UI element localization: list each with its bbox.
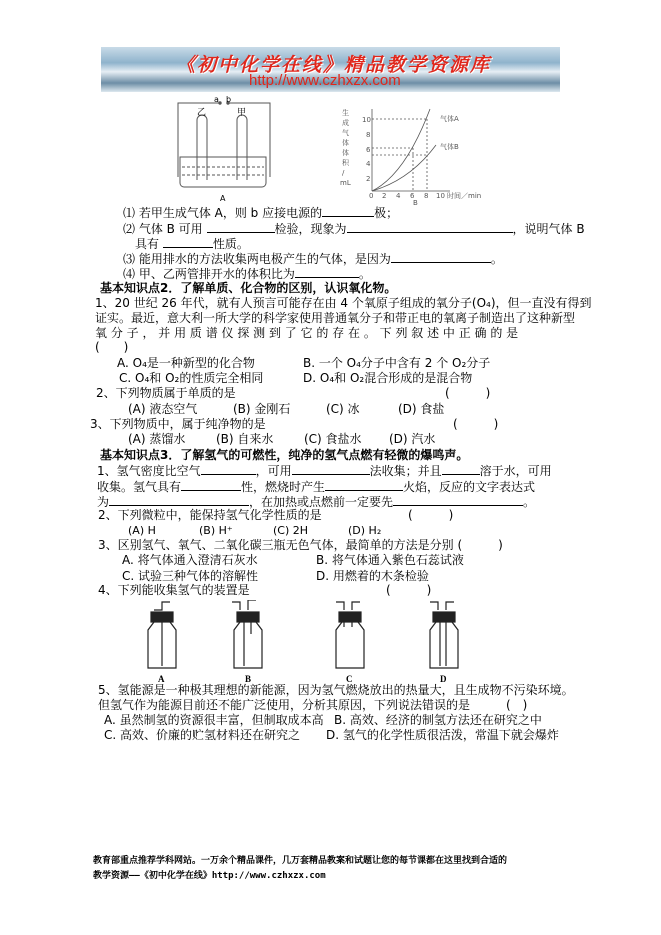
banner-title: 《初中化学在线》精品教学资源库 [176, 54, 492, 76]
svg-text:气: 气 [342, 129, 349, 137]
section2-heading: 基本知识点2．了解单质、化合物的区别，认识氧化物。 [100, 281, 397, 295]
option[interactable]: C. 试验三种气体的溶解性 [122, 569, 259, 583]
banner-url: http://www.czhxzx.com [249, 72, 401, 89]
option[interactable]: (A) 液态空气 [128, 402, 198, 416]
y-tick: 4 [366, 160, 371, 168]
option[interactable]: B. 将气体通入紫色石蕊试液 [316, 553, 464, 567]
option[interactable]: A. O₄是一种新型的化合物 [117, 356, 255, 370]
option[interactable]: C. O₄和 O₂的性质完全相同 [119, 371, 264, 385]
figure-b-graph [340, 95, 490, 205]
x-tick: 4 [396, 192, 401, 200]
tube-jia: 甲 [237, 108, 247, 118]
svg-text:/: / [342, 169, 345, 177]
bottle-d [430, 602, 458, 668]
gas-bottles-figure [140, 600, 460, 672]
q1-part2-cont: 具有 性质。 [135, 237, 249, 251]
section3-heading: 基本知识点3．了解氢气的可燃性，纯净的氢气点燃有轻微的爆鸣声。 [100, 448, 469, 462]
svg-text:体: 体 [342, 139, 349, 147]
y-tick: 6 [366, 146, 371, 154]
option[interactable]: A. 将气体通入澄清石灰水 [122, 553, 258, 567]
bottle-label[interactable]: B [245, 674, 252, 684]
figure-a-caption: A [220, 194, 226, 203]
option[interactable]: (C) 冰 [326, 402, 360, 416]
q1-part3: ⑶ 能用排水的方法收集两电极产生的气体，是因为 。 [123, 252, 503, 266]
series-line-a [372, 109, 430, 191]
y-tick: 2 [366, 175, 371, 183]
s3-q1-line3: 为 ，在加热或点燃前一定要先 。 [97, 495, 536, 509]
s3-q5-line: 但氢气作为能源目前还不能广泛使用，分析其原因，下列说法错误的是 ( ) [98, 698, 528, 712]
s3-q1-line2: 收集。氢气具有 性，燃烧时产生 火焰，反应的文字表达式 [97, 480, 536, 494]
x-tick: 2 [382, 192, 387, 200]
answer-blank[interactable] [207, 221, 275, 233]
series-line-b [372, 145, 436, 191]
option[interactable]: (A) 蒸馏水 [128, 432, 186, 446]
q1-part2: ⑵ 气体 B 可用 检验，现象为 ，说明气体 B [123, 222, 585, 236]
bottle-c [336, 602, 364, 668]
option[interactable]: B. 一个 O₄分子中含有 2 个 O₂分子 [303, 356, 491, 370]
header-banner [101, 47, 560, 92]
answer-paren[interactable]: ( ) [445, 386, 491, 400]
s2-q2: 2、下列物质属于单质的是 [96, 386, 236, 400]
answer-blank[interactable] [347, 221, 513, 233]
option[interactable]: D. O₄和 O₂混合形成的是混合物 [303, 371, 473, 385]
figure-a-electrolysis [170, 95, 280, 203]
s3-q2: 2、下列微粒中，能保持氢气化学性质的是 [98, 508, 322, 522]
y-tick: 10 [362, 116, 371, 124]
x-tick: 10 [436, 192, 445, 200]
bottle-label[interactable]: A [158, 674, 165, 684]
s3-q4: 4、下列能收集氢气的装置是 [98, 583, 250, 597]
s3-q1-line1: 1、氢气密度比空气 ，可用 法收集；并且 溶于水，可用 [97, 464, 552, 478]
terminal-a: a [214, 95, 219, 104]
s2-q1-line: 证实。最近，意大利一所大学的科学家使用普通氧分子和带正电的氧离子制造出了这种新型 [95, 311, 576, 325]
answer-paren[interactable]: ( ) [408, 508, 454, 522]
x-tick: 6 [410, 192, 415, 200]
answer-blank[interactable] [393, 494, 523, 506]
footer-line2: 教学资源——《初中化学在线》http://www.czhxzx.com [93, 871, 326, 881]
option[interactable]: (D) 汽水 [389, 432, 436, 446]
option[interactable]: A. 虽然制氢的资源很丰富，但制取成本高 [104, 713, 324, 727]
answer-blank[interactable] [292, 463, 370, 475]
s2-q3: 3、下列物质中，属于纯净物的是 [90, 417, 266, 431]
s2-q1-line: 1、20 世纪 26 年代，就有人预言可能存在由 4 个氧原子组成的氧分子(O₄)，但一直没有得到 [95, 296, 592, 310]
y-tick: 8 [366, 131, 371, 139]
svg-text:积: 积 [342, 159, 349, 167]
s3-q5-line: 5、氢能源是一种极其理想的新能源，因为氢气燃烧放出的热量大，且生成物不污染环境。 [98, 683, 574, 697]
bottle-a [148, 602, 176, 668]
svg-text:体: 体 [342, 149, 349, 157]
svg-text:mL: mL [340, 179, 351, 187]
s2-q1-line: 氧 分 子 ， 并 用 质 谱 仪 探 测 到 了 它 的 存 在 。 下 列 叙 述 中 正 确 的 是 [95, 326, 519, 340]
figure-b-caption: B [413, 199, 418, 205]
answer-blank[interactable] [322, 205, 374, 217]
answer-blank[interactable] [163, 236, 213, 248]
option[interactable]: (B) H⁺ [199, 524, 233, 537]
x-axis-label: 时间／min [447, 192, 482, 200]
bottle-b [232, 600, 262, 668]
answer-blank[interactable] [109, 494, 249, 506]
q1-part1: ⑴ 若甲生成气体 A，则 b 应接电源的 极； [123, 206, 399, 220]
answer-blank[interactable] [181, 479, 241, 491]
answer-blank[interactable] [391, 251, 491, 263]
bottle-label[interactable]: C [346, 674, 353, 684]
q1-part4: ⑷ 甲、乙两管排开水的体积比为 。 [123, 267, 371, 281]
s3-q3: 3、区别氢气、氧气、二氧化碳三瓶无色气体，最简单的方法是分别 ( ) [98, 538, 503, 552]
option[interactable]: (D) H₂ [348, 524, 382, 537]
bottle-label[interactable]: D [440, 674, 447, 684]
answer-blank[interactable] [295, 266, 359, 278]
x-tick: 0 [369, 192, 374, 200]
series-label-b: 气体B [440, 143, 459, 151]
answer-paren[interactable]: ( ) [386, 583, 432, 597]
svg-text:生: 生 [342, 109, 349, 117]
x-tick: 8 [424, 192, 429, 200]
option[interactable]: C. 高效、价廉的贮氢材料还在研究之 [104, 728, 301, 742]
option[interactable]: (B) 自来水 [216, 432, 274, 446]
option[interactable]: (B) 金刚石 [233, 402, 291, 416]
option[interactable]: D. 氢气的化学性质很活泼，常温下就会爆炸 [326, 728, 559, 742]
tube-yi: 乙 [197, 108, 207, 118]
answer-blank[interactable] [201, 463, 256, 475]
terminal-b: b [226, 95, 232, 104]
option[interactable]: (A) H [128, 524, 156, 537]
series-label-a: 气体A [440, 115, 459, 123]
option[interactable]: (D) 食盐 [398, 402, 445, 416]
answer-blank[interactable] [325, 479, 403, 491]
option[interactable]: D. 用燃着的木条检验 [316, 569, 429, 583]
option[interactable]: (C) 食盐水 [304, 432, 362, 446]
answer-blank[interactable] [442, 463, 480, 475]
answer-paren[interactable]: ( ) [453, 417, 499, 431]
option[interactable]: B. 高效、经济的制氢方法还在研究之中 [334, 713, 542, 727]
option[interactable]: (C) 2H [273, 524, 309, 537]
footer-line1: 教育部重点推荐学科网站。一万余个精品课件，几万套精品教案和试题让您的每节课都在这里找到合适的 [93, 856, 508, 866]
s2-q1-answer-paren[interactable]: ( ) [95, 340, 129, 354]
svg-text:成: 成 [342, 119, 349, 127]
